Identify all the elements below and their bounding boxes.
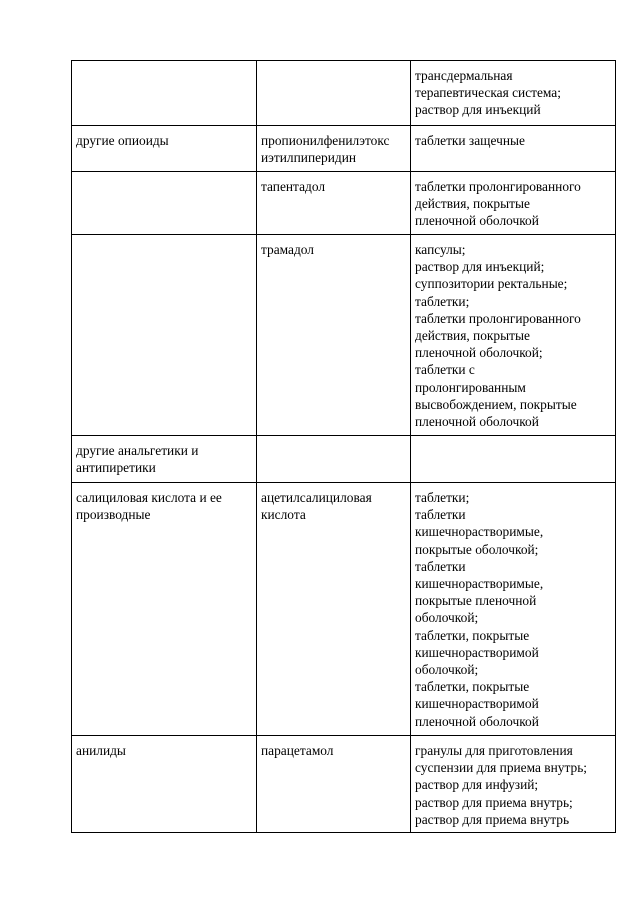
- substance-cell: трамадол: [257, 235, 411, 436]
- group-cell: другие опиоиды: [72, 126, 257, 172]
- substance-cell: [257, 61, 411, 126]
- group-cell: [72, 172, 257, 235]
- group-cell: салициловая кислота и ее производные: [72, 483, 257, 736]
- forms-cell: таблетки пролонгированного действия, покрытые пленочной оболочкой: [411, 172, 616, 235]
- substance-cell: [257, 436, 411, 483]
- forms-cell: [411, 436, 616, 483]
- table-row: [72, 235, 616, 436]
- forms-cell: гранулы для приготовления суспензии для приема внутрь; раствор для инфузий; раствор для приема внутрь; раствор для приема внутрь: [411, 736, 616, 833]
- table-row: [72, 483, 616, 736]
- drug-table: [71, 60, 616, 833]
- table-row: [72, 736, 616, 833]
- table-row: [72, 126, 616, 172]
- table-row: [72, 436, 616, 483]
- group-cell: [72, 235, 257, 436]
- forms-cell: капсулы; раствор для инъекций; суппозитории ректальные; таблетки; таблетки пролонгированного действия, покрытые пленочной оболочкой; таблетки с пролонгированным высвобождением, покрытые пленочной оболочкой: [411, 235, 616, 436]
- table-row: [72, 61, 616, 126]
- substance-cell: ацетилсалициловая кислота: [257, 483, 411, 736]
- forms-cell: таблетки защечные: [411, 126, 616, 172]
- substance-cell: парацетамол: [257, 736, 411, 833]
- table-row: [72, 172, 616, 235]
- forms-cell: таблетки; таблетки кишечнорастворимые, покрытые оболочкой; таблетки кишечнорастворимые, покрытые пленочной оболочкой; таблетки, покрытые кишечнорастворимой оболочкой; таблетки, покрытые кишечнорастворимой пленочной оболочкой: [411, 483, 616, 736]
- substance-cell: пропионилфенилэтокс иэтилпиперидин: [257, 126, 411, 172]
- group-cell: [72, 61, 257, 126]
- group-cell: другие анальгетики и антипиретики: [72, 436, 257, 483]
- group-cell: анилиды: [72, 736, 257, 833]
- forms-cell: трансдермальная терапевтическая система; раствор для инъекций: [411, 61, 616, 126]
- substance-cell: тапентадол: [257, 172, 411, 235]
